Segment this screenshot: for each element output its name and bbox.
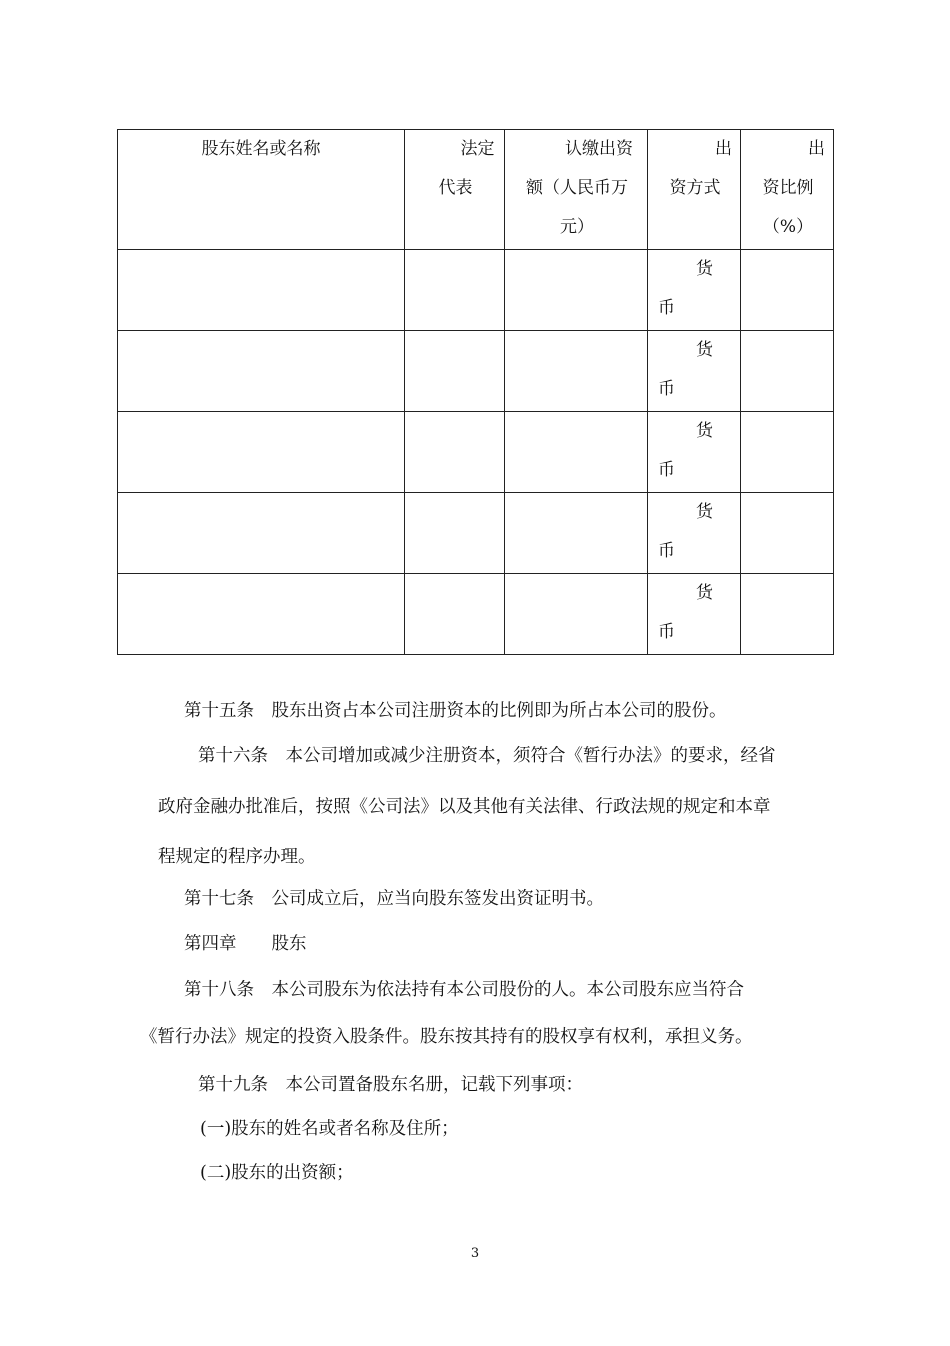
cell-amount (505, 493, 648, 574)
cell-ratio (741, 574, 834, 655)
article-16-line-1: 第十六条 本公司增加或减少注册资本，须符合《暂行办法》的要求，经省 (198, 746, 776, 766)
cell-name (118, 493, 405, 574)
table-row (118, 331, 834, 412)
article-19: 第十九条 本公司置备股东名册，记载下列事项： (198, 1075, 583, 1095)
cell-method: 货 币 (648, 331, 741, 412)
cell-method: 货 币 (648, 412, 741, 493)
cell-legal-rep (405, 331, 505, 412)
cell-method: 货 币 (648, 574, 741, 655)
list-item-1: (一)股东的姓名或者名称及住所； (200, 1119, 459, 1139)
cell-method: 货 币 (648, 493, 741, 574)
cell-method: 货 币 (648, 250, 741, 331)
header-legal-representative: 法定 代表 (405, 130, 505, 250)
cell-legal-rep (405, 250, 505, 331)
article-18-line-1: 第十八条 本公司股东为依法持有本公司股份的人。本公司股东应当符合 (184, 980, 744, 1000)
cell-ratio (741, 250, 834, 331)
table-header-row (118, 130, 834, 250)
table-row (118, 250, 834, 331)
cell-ratio (741, 493, 834, 574)
header-shareholder-name: 股东姓名或名称 (118, 130, 405, 250)
page-number: 3 (470, 1246, 480, 1261)
cell-name (118, 331, 405, 412)
cell-ratio (741, 412, 834, 493)
table-row (118, 493, 834, 574)
cell-amount (505, 250, 648, 331)
cell-amount (505, 574, 648, 655)
table-row (118, 412, 834, 493)
cell-name (118, 250, 405, 331)
header-contribution-method: 出 资方式 (648, 130, 741, 250)
table-row (118, 574, 834, 655)
cell-legal-rep (405, 574, 505, 655)
article-15: 第十五条 股东出资占本公司注册资本的比例即为所占本公司的股份。 (184, 701, 727, 721)
cell-name (118, 574, 405, 655)
article-17: 第十七条 公司成立后，应当向股东签发出资证明书。 (184, 889, 604, 909)
article-16-line-2: 政府金融办批准后，按照《公司法》以及其他有关法律、行政法规的规定和本章 (158, 797, 771, 817)
header-subscribed-amount: 认缴出资 额（人民币万 元） (505, 130, 648, 250)
chapter-4-heading: 第四章 股东 (184, 934, 307, 954)
cell-name (118, 412, 405, 493)
shareholder-table (117, 129, 834, 655)
cell-amount (505, 331, 648, 412)
cell-legal-rep (405, 493, 505, 574)
cell-ratio (741, 331, 834, 412)
article-18-line-2: 《暂行办法》规定的投资入股条件。股东按其持有的股权享有权利，承担义务。 (140, 1027, 753, 1047)
list-item-2: (二)股东的出资额； (200, 1163, 354, 1183)
cell-legal-rep (405, 412, 505, 493)
header-contribution-ratio: 出 资比例 （%） (741, 130, 834, 250)
article-16-line-3: 程规定的程序办理。 (158, 847, 316, 867)
cell-amount (505, 412, 648, 493)
